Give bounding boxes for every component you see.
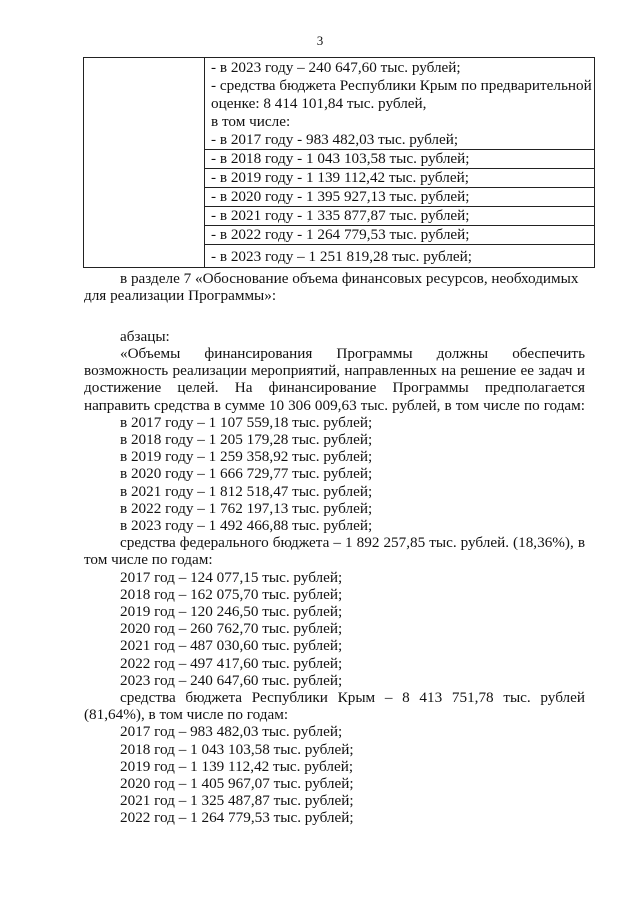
- section-heading: [84, 270, 585, 304]
- federal-year-line: 2017 год – 124 077,15 тыс. рублей;: [120, 568, 343, 586]
- budget-table: [83, 57, 595, 268]
- table-line: - в 2017 году - 983 482,03 тыс. рублей;: [211, 131, 459, 148]
- year-line: в 2023 году – 1 492 466,88 тыс. рублей;: [120, 517, 373, 535]
- crimea-budget-line: средства бюджета Республики Крым – 8 413 751,78 тыс. рублей: [120, 689, 585, 707]
- federal-year-line: 2021 год – 487 030,60 тыс. рублей;: [120, 637, 343, 655]
- table-line: в том числе:: [211, 113, 291, 130]
- table-line: - средства бюджета Республики Крым по предварительной: [211, 77, 592, 94]
- federal-budget-line: средства федерального бюджета – 1 892 257,85 тыс. рублей. (18,36%), в: [120, 534, 585, 552]
- table-line: - в 2019 году - 1 139 112,42 тыс. рублей;: [205, 168, 594, 187]
- year-line: в 2019 году – 1 259 358,92 тыс. рублей;: [120, 448, 373, 466]
- federal-year-line: 2023 год – 240 647,60 тыс. рублей;: [120, 671, 343, 689]
- crimea-year-line: 2021 год – 1 325 487,87 тыс. рублей;: [120, 792, 354, 810]
- table-line: - в 2023 году – 1 251 819,28 тыс. рублей;: [205, 244, 594, 267]
- year-line: в 2021 году – 1 812 518,47 тыс. рублей;: [120, 482, 373, 500]
- paragraph-line: «Объемы финансирования Программы должны обеспечить: [120, 345, 585, 362]
- main-text: [84, 345, 585, 827]
- page-number: 3: [316, 33, 324, 48]
- crimea-year-line: 2017 год – 983 482,03 тыс. рублей;: [120, 723, 343, 741]
- crimea-year-line: 2018 год – 1 043 103,58 тыс. рублей;: [120, 740, 354, 758]
- table-line: - в 2018 году - 1 043 103,58 тыс. рублей;: [205, 149, 594, 168]
- crimea-year-line: 2022 год – 1 264 779,53 тыс. рублей;: [120, 809, 354, 827]
- table-line: - в 2022 году - 1 264 779,53 тыс. рублей;: [205, 225, 594, 244]
- table-line: оценке: 8 414 101,84 тыс. рублей,: [211, 95, 427, 112]
- table-line: - в 2021 году - 1 335 877,87 тыс. рублей;: [205, 206, 594, 225]
- federal-budget-line: том числе по годам:: [84, 551, 213, 569]
- section-line: для реализации Программы»:: [84, 287, 277, 305]
- federal-year-line: 2019 год – 120 246,50 тыс. рублей;: [120, 603, 343, 621]
- crimea-year-line: 2020 год – 1 405 967,07 тыс. рублей;: [120, 775, 354, 793]
- section-line: в разделе 7 «Обоснование объема финансовых ресурсов, необходимых: [120, 270, 579, 287]
- paragraph-line: возможность реализации мероприятий, направленных на решение ее задач и: [84, 362, 585, 380]
- paragraphs-label-block: [84, 328, 585, 345]
- year-line: в 2020 году – 1 666 729,77 тыс. рублей;: [120, 465, 373, 483]
- year-line: в 2017 году – 1 107 559,18 тыс. рублей;: [120, 413, 373, 431]
- year-line: в 2018 году – 1 205 179,28 тыс. рублей;: [120, 431, 373, 449]
- table-line: - в 2020 году - 1 395 927,13 тыс. рублей;: [205, 187, 594, 206]
- federal-year-line: 2018 год – 162 075,70 тыс. рублей;: [120, 585, 343, 603]
- crimea-budget-line: (81,64%), в том числе по годам:: [84, 706, 289, 724]
- table-line: - в 2023 году – 240 647,60 тыс. рублей;: [211, 59, 461, 76]
- paragraphs-label: абзацы:: [120, 328, 170, 345]
- paragraph-line: направить средства в сумме 10 306 009,63 тыс. рублей, в том числе по годам:: [84, 396, 585, 414]
- federal-year-line: 2022 год – 497 417,60 тыс. рублей;: [120, 654, 343, 672]
- year-line: в 2022 году – 1 762 197,13 тыс. рублей;: [120, 499, 373, 517]
- table-right-cell: [205, 58, 595, 268]
- crimea-year-line: 2019 год – 1 139 112,42 тыс. рублей;: [120, 757, 354, 775]
- table-left-cell: [84, 58, 205, 268]
- federal-year-line: 2020 год – 260 762,70 тыс. рублей;: [120, 620, 343, 638]
- paragraph-line: достижение целей. На финансирование Программы предполагается: [84, 379, 585, 397]
